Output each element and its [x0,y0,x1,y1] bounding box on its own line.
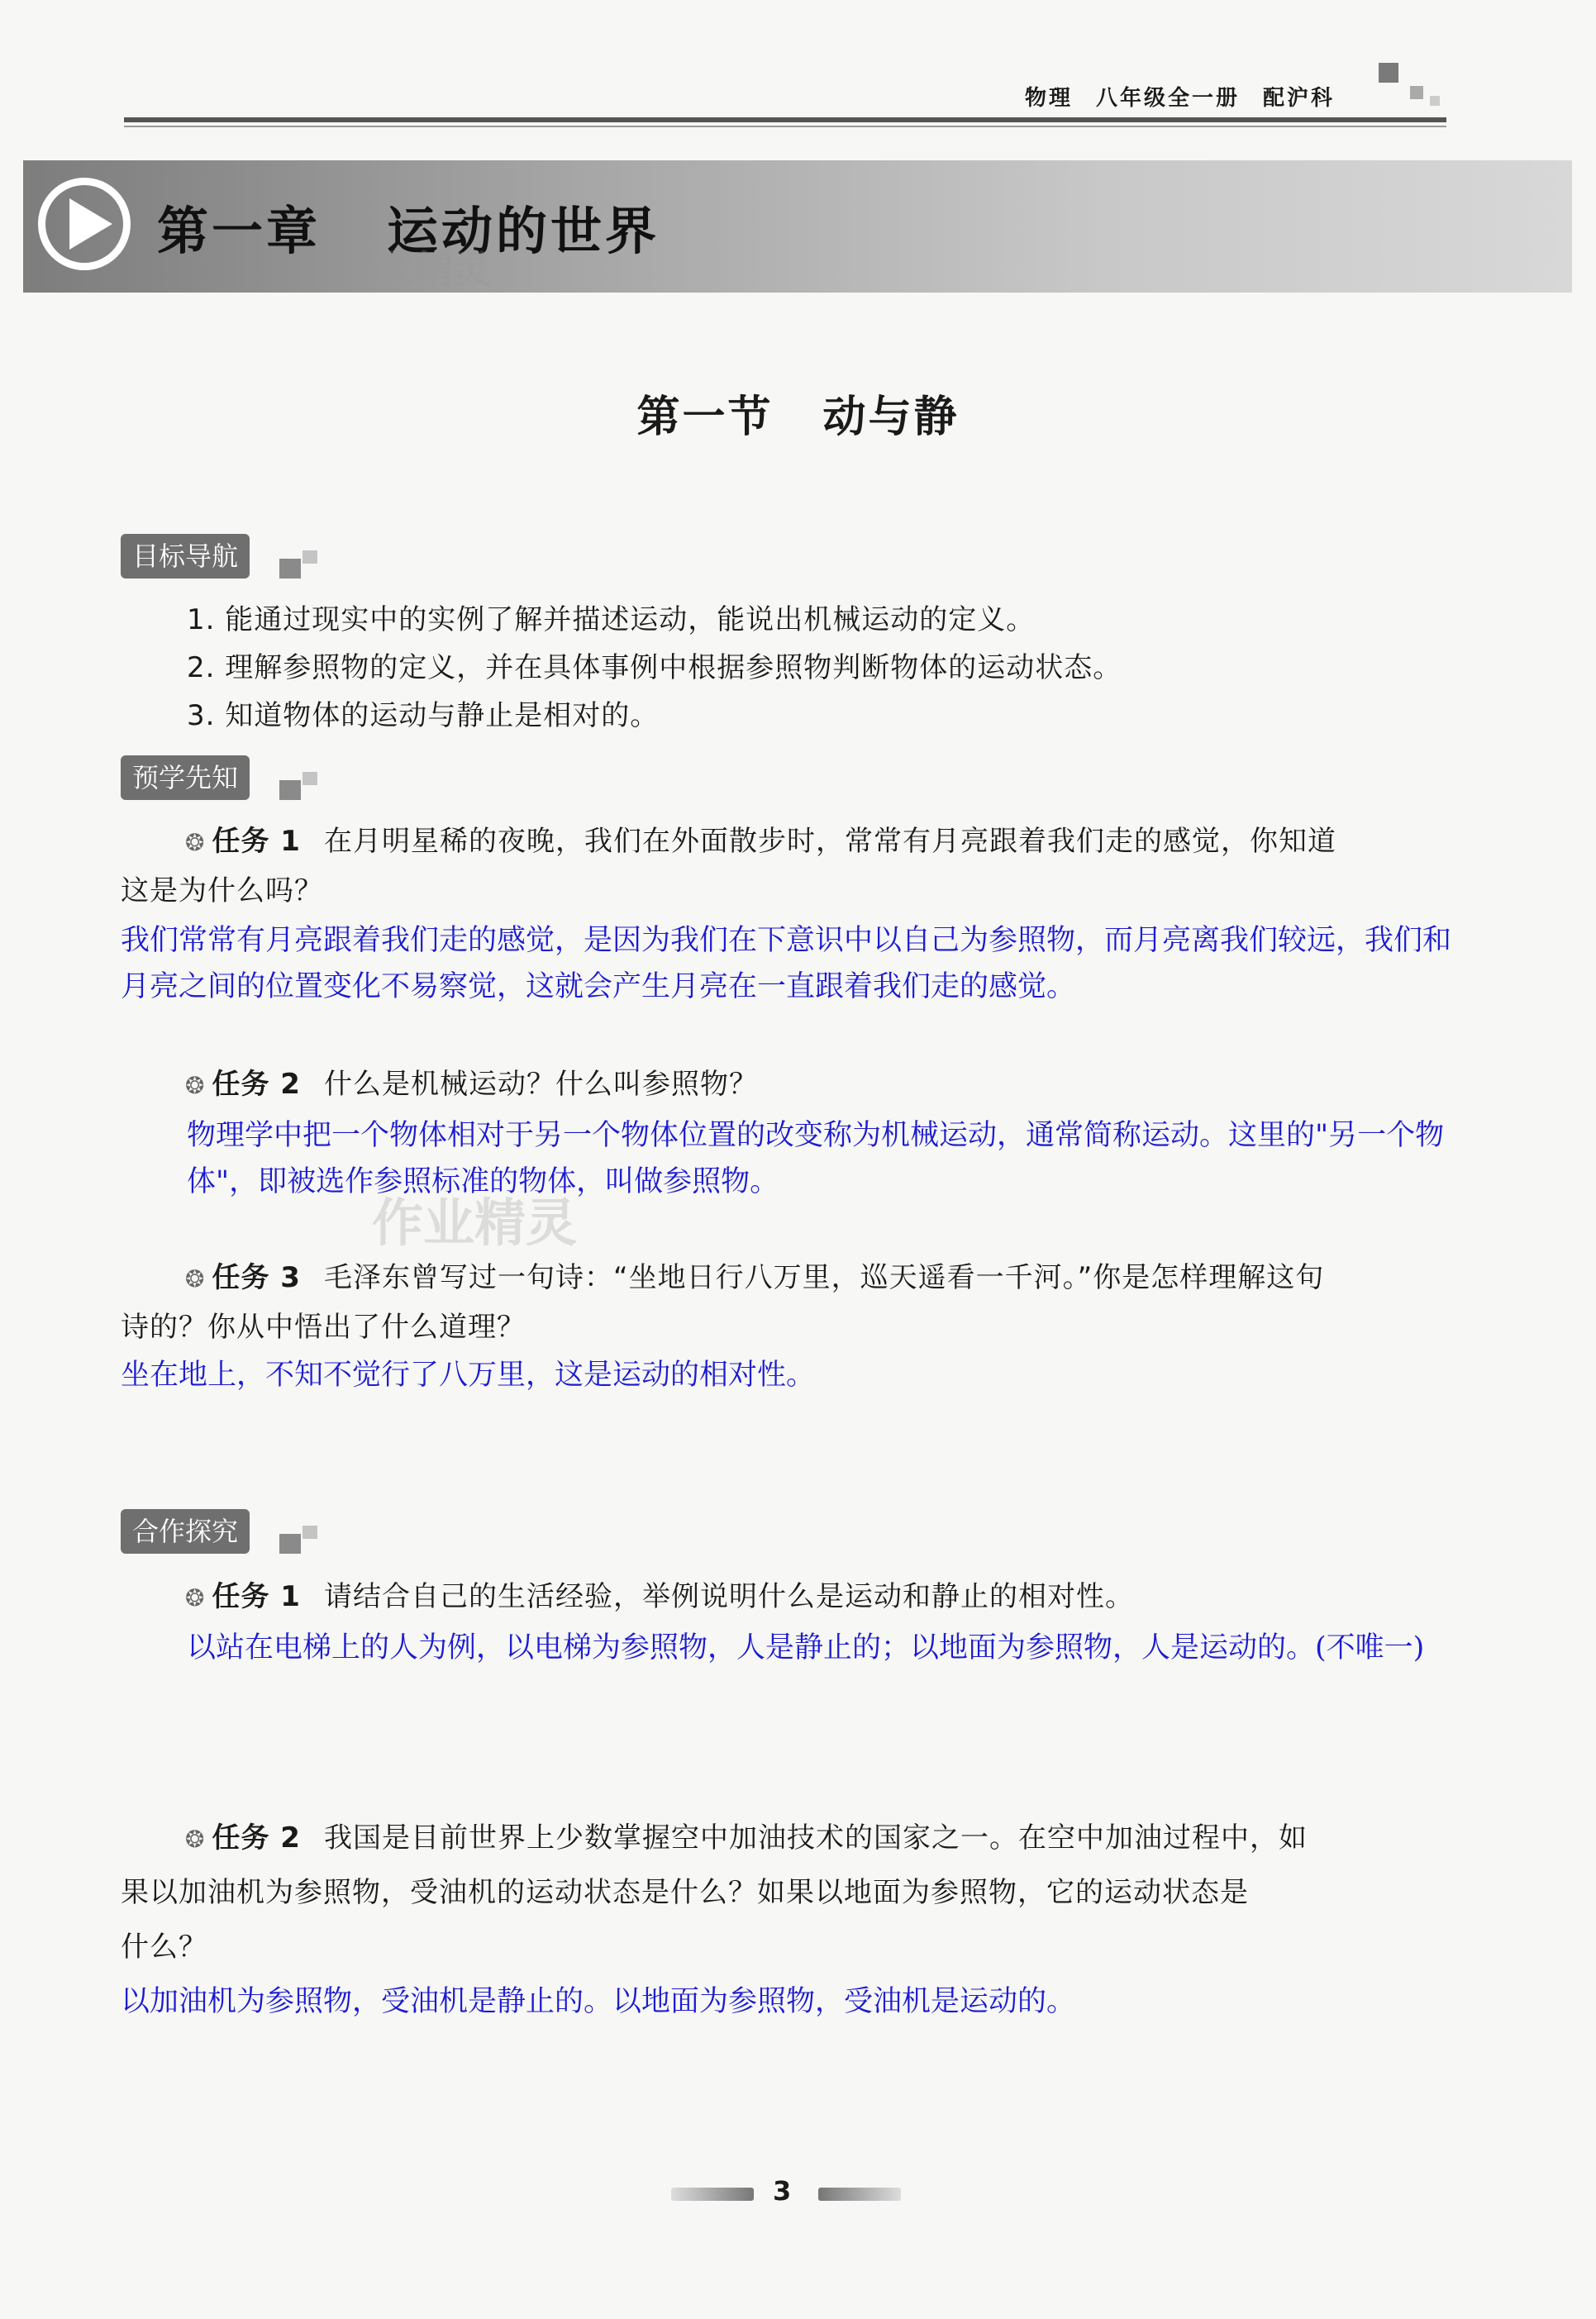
section-number: 第一节 [636,393,774,442]
header-subject: 物理 [1025,86,1074,111]
gear-bullet-icon: ❂ [185,1265,206,1293]
explore-task1-answer: 以站在电梯上的人为例，以电梯为参照物，人是静止的；以地面为参照物，人是运动的。(不唯一) [187,1631,1425,1664]
task-question-cont: 这是为什么吗？ [121,874,323,907]
task-label: 任务 1 [212,825,301,858]
task-label: 任务 2 [212,1821,301,1855]
explore-task2-question [185,1820,1308,1858]
watermark: 作业精灵 [339,247,491,292]
page-number: 3 [773,2175,792,2207]
goal-item: 1. 能通过现实中的实例了解并描述运动，能说出机械运动的定义。 [187,603,1036,636]
explore-tag: 合作探究 [121,1509,250,1554]
header-square-icon [1410,86,1423,99]
task-label: 任务 1 [212,1580,301,1613]
goal-item: 3. 知道物体的运动与静止是相对的。 [187,699,660,732]
gear-bullet-icon: ❂ [185,1826,206,1853]
footer-bar [671,2188,754,2201]
goal-item: 2. 理解参照物的定义，并在具体事例中根据参照物判断物体的运动状态。 [187,651,1122,684]
preview-task1-question [185,823,1336,861]
gear-bullet-icon: ❂ [185,829,206,856]
task-question: 什么是机械运动？什么叫参照物？ [323,1068,758,1101]
gear-bullet-icon: ❂ [185,1072,206,1099]
task-question: 我国是目前世界上少数掌握空中加油技术的国家之一。在空中加油过程中，如 [323,1821,1308,1855]
task-label: 任务 3 [212,1261,301,1294]
task-question: 在月明星稀的夜晚，我们在外面散步时，常常有月亮跟着我们走的感觉，你知道 [323,825,1336,858]
header-grade: 八年级全一册 [1096,86,1241,111]
play-triangle-icon [69,198,112,250]
tag-square-icon [303,772,317,785]
header-square-icon [1430,96,1440,106]
header-square-icon [1379,63,1398,83]
preview-task2-answer: 物理学中把一个物体相对于另一个物体位置的改变称为机械运动，通常简称运动。这里的"另一个物体"，即被选作参照标准的物体，叫做参照物。 [187,1119,1445,1198]
preview-task3-answer: 坐在地上，不知不觉行了八万里，这是运动的相对性。 [121,1359,816,1392]
section-name: 动与静 [822,393,960,442]
task-question: 毛泽东曾写过一句诗：“坐地日行八万里，巡天遥看一千河。”你是怎样理解这句 [323,1261,1325,1294]
tag-square-icon [279,780,301,800]
tag-square-icon [303,550,317,564]
task-question-cont: 诗的？你从中悟出了什么道理？ [121,1311,526,1344]
tag-square-icon [303,1526,317,1539]
tag-square-icon [279,559,301,579]
explore-task2-answer: 以加油机为参照物，受油机是静止的。以地面为参照物，受油机是运动的。 [121,1985,1076,2018]
header-edition: 配沪科 [1263,86,1336,111]
task-question: 请结合自己的生活经验，举例说明什么是运动和静止的相对性。 [323,1580,1134,1613]
running-header [1025,81,1358,112]
preview-tag: 预学先知 [121,755,250,800]
task-question-cont: 什么？ [121,1931,207,1964]
goals-tag: 目标导航 [121,534,250,579]
watermark: 作业精灵 [372,1193,578,1253]
preview-task1-answer: 我们常常有月亮跟着我们走的感觉，是因为我们在下意识中以自己为参照物，而月亮离我们较远，我们和月亮之间的位置变化不易察觉，这就会产生月亮在一直跟着我们走的感觉。 [121,924,1452,1003]
section-title [0,382,1596,444]
footer-bar [818,2188,901,2201]
task-question-cont: 果以加油机为参照物，受油机的运动状态是什么？如果以地面为参照物，它的运动状态是 [121,1876,1249,1909]
task-label: 任务 2 [212,1068,301,1101]
chapter-number: 第一章 [157,201,322,261]
header-rule [124,117,1446,122]
chapter-name: 运动的世界 [387,201,660,261]
explore-task1-question [185,1579,1134,1617]
gear-bullet-icon: ❂ [185,1584,206,1612]
tag-square-icon [279,1534,301,1554]
preview-task2-question [185,1066,758,1104]
header-rule-thin [124,126,1446,127]
preview-task3-question [185,1259,1324,1298]
